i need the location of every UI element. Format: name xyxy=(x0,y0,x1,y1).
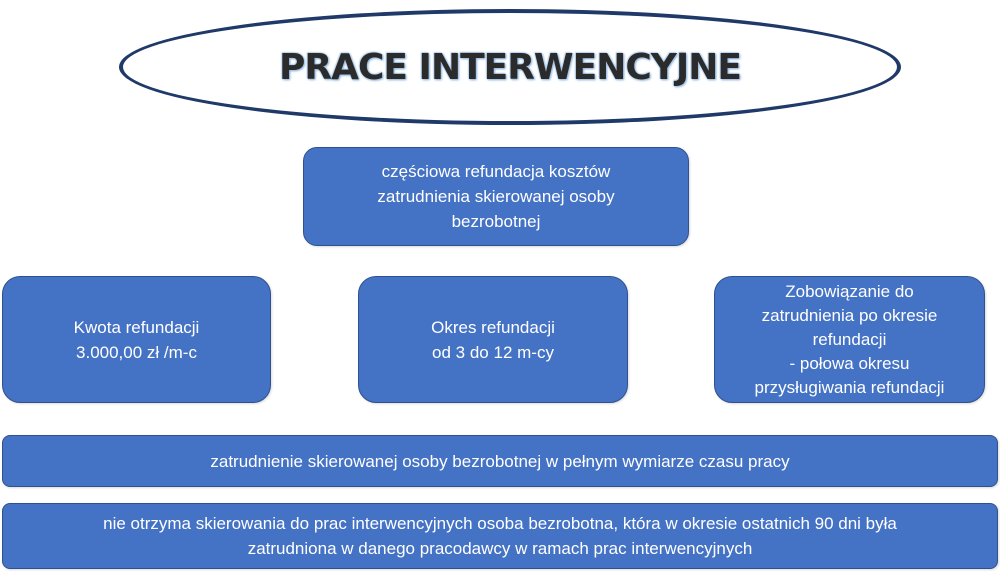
exclusion-rule-box xyxy=(2,503,998,569)
box-line: zatrudniona w danego pracodawcy w ramach prac interwencyjnych xyxy=(247,539,753,558)
box-line: bezrobotnej xyxy=(451,212,541,231)
box-line: - połowa okresu xyxy=(789,353,910,373)
box-line: 3.000,00 zł /m-c xyxy=(76,342,197,362)
partial-refund-text xyxy=(377,159,614,234)
partial-refund-box xyxy=(303,147,689,246)
box-line: przysługiwania refundacji xyxy=(754,377,945,397)
box-line: od 3 do 12 m-cy xyxy=(432,342,554,362)
box-line: zatrudnienia po okresie xyxy=(761,305,938,325)
box-line: częściowa refundacja kosztów xyxy=(381,162,611,181)
employment-obligation-box xyxy=(714,276,985,403)
box-line: zatrudnienia skierowanej osoby xyxy=(377,187,615,206)
full-time-employment-box xyxy=(2,435,998,487)
employment-obligation-text xyxy=(755,280,945,400)
box-line: Okres refundacji xyxy=(431,317,555,337)
page-title: PRACE INTERWENCYJNE xyxy=(279,46,741,88)
box-line: nie otrzyma skierowania do prac interwencyjnych osoba bezrobotna, która w okresie ostatnich 90 dni była xyxy=(103,514,897,533)
exclusion-rule-text xyxy=(103,511,897,561)
box-line: Kwota refundacji xyxy=(73,317,200,337)
refund-period-box xyxy=(358,276,628,403)
title-oval xyxy=(119,9,901,125)
full-time-employment-text: zatrudnienie skierowanej osoby bezrobotnej w pełnym wymiarze czasu pracy xyxy=(210,451,790,471)
refund-amount-box xyxy=(2,276,271,403)
refund-period-text xyxy=(431,315,555,365)
box-line: refundacji xyxy=(812,329,887,349)
refund-amount-text xyxy=(74,315,200,365)
box-line: Zobowiązanie do xyxy=(785,281,914,301)
